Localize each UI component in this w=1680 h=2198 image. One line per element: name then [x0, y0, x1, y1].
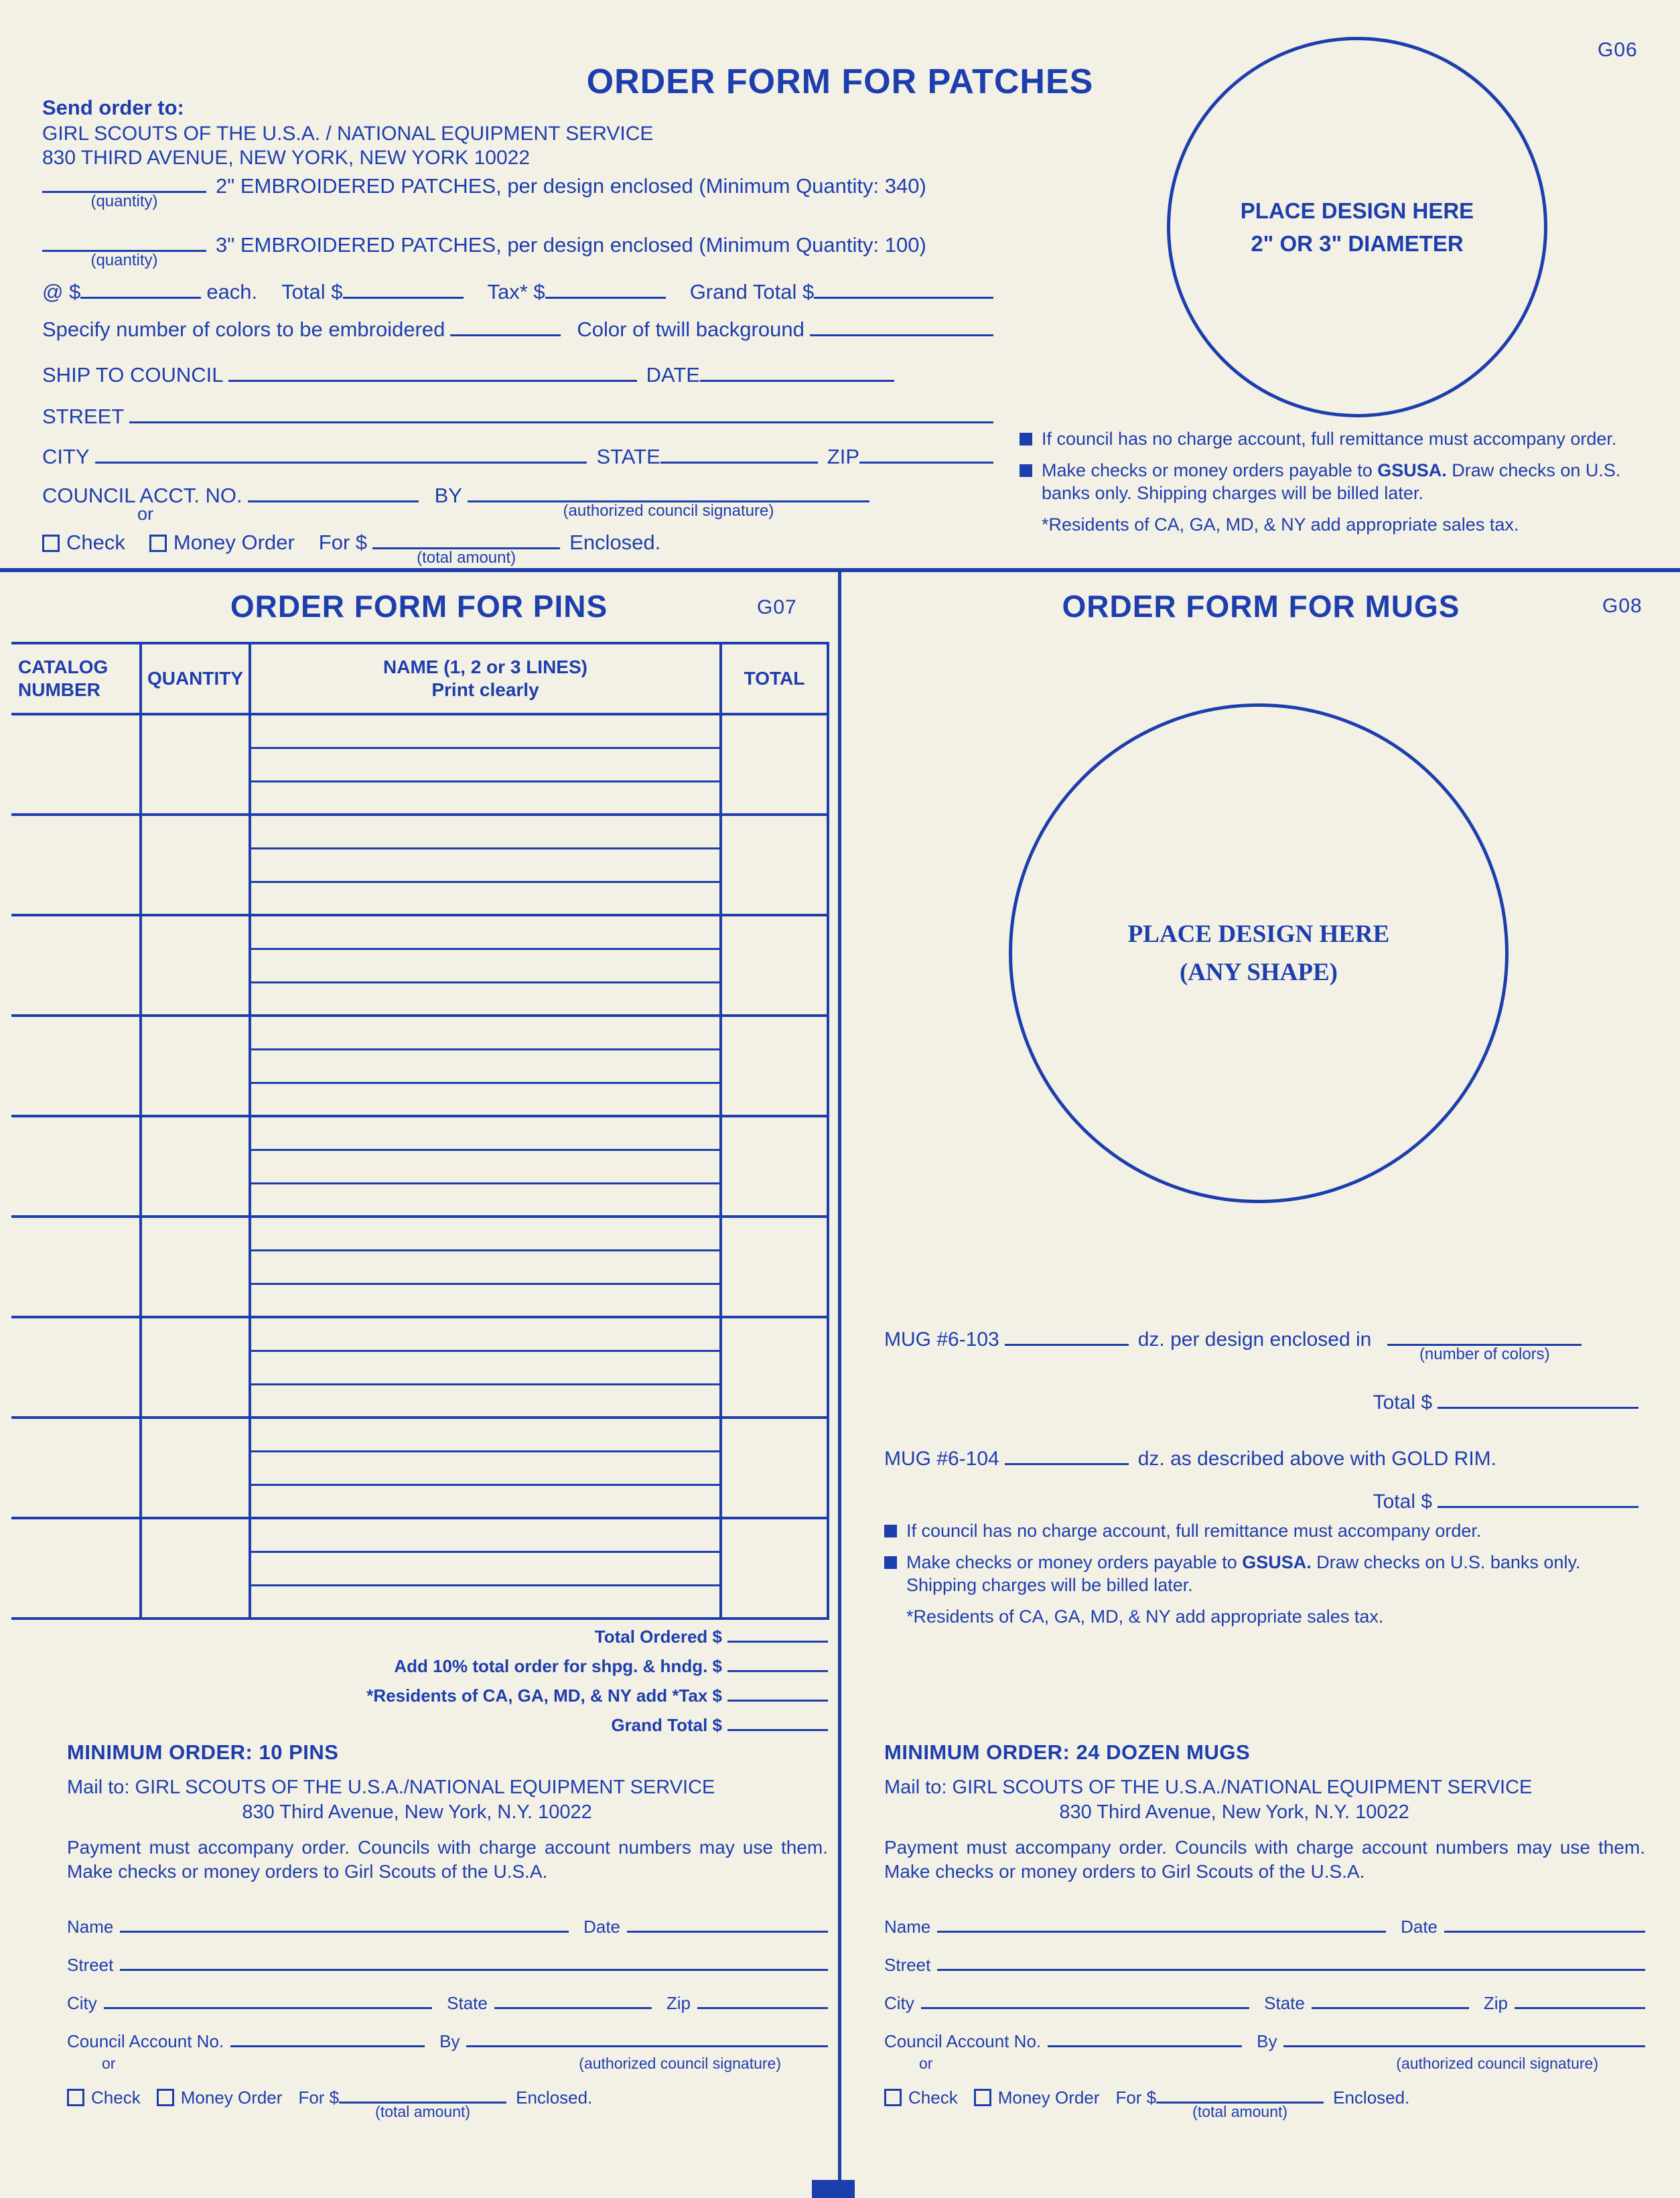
- catalog-number-header: CATALOG NUMBER: [11, 644, 142, 713]
- pin-name-line-field[interactable]: [251, 1419, 719, 1452]
- payment-check-row: Check Money Order For $ (total amount) Enclosed.: [67, 2086, 828, 2120]
- pin-name-line-field[interactable]: [251, 1084, 719, 1117]
- council-row: Council Account No. By: [884, 2031, 1645, 2052]
- number-of-colors-caption: (number of colors): [1419, 1345, 1550, 1363]
- pin-name-line-field[interactable]: [251, 1251, 719, 1285]
- design-circle-line1: PLACE DESIGN HERE: [1127, 920, 1390, 948]
- pins-table-row: [11, 1218, 827, 1318]
- payment-check-row: Check Money Order For $ (total amount) Enclosed.: [884, 2086, 1645, 2120]
- check-checkbox[interactable]: [67, 2089, 84, 2106]
- pin-name-line-field[interactable]: [251, 849, 719, 883]
- note-sales-tax: *Residents of CA, GA, MD, & NY add appropriate sales tax.: [906, 1606, 1384, 1627]
- pins-table-row: [11, 1017, 827, 1117]
- city-field[interactable]: [95, 462, 587, 464]
- mugs-footer: [884, 1777, 1645, 2120]
- pin-name-line-field[interactable]: [251, 715, 719, 749]
- city-field[interactable]: [104, 2007, 432, 2009]
- gsusa-bold: GSUSA.: [1242, 1552, 1312, 1573]
- pins-table-row: [11, 1318, 827, 1419]
- quantity-field[interactable]: [142, 1117, 251, 1215]
- pin-name-line-field[interactable]: [251, 1285, 719, 1318]
- mugs-title: ORDER FORM FOR MUGS: [1062, 589, 1460, 624]
- pins-table: [11, 642, 829, 1620]
- patches-notes: [1020, 427, 1648, 545]
- pins-table-row: [11, 916, 827, 1017]
- mug-104-total-field[interactable]: [1438, 1506, 1638, 1508]
- design-circle-line1: PLACE DESIGN HERE: [1240, 198, 1474, 223]
- catalog-number-field[interactable]: [11, 1218, 142, 1316]
- tax-field[interactable]: [727, 1700, 828, 1702]
- mugs-minimum-order: MINIMUM ORDER: 24 DOZEN MUGS: [884, 1740, 1251, 1764]
- street-row: [42, 405, 993, 429]
- note-payable: Make checks or money orders payable to GSUSA. Draw checks on U.S. banks only. Shipping charges will be billed later.: [1020, 459, 1648, 504]
- council-acct-label: COUNCIL ACCT. NO.: [42, 484, 242, 507]
- council-account-field[interactable]: [230, 2045, 425, 2047]
- pins-table-row: [11, 816, 827, 916]
- quantity-field[interactable]: [142, 1218, 251, 1316]
- mug-103-total-row: Total $: [884, 1391, 1638, 1414]
- pin-name-field[interactable]: [251, 916, 722, 1014]
- patch-3in-row: [42, 233, 926, 269]
- ship-to-council-label: SHIP TO COUNCIL: [42, 363, 224, 387]
- pin-name-line-field[interactable]: [251, 816, 719, 849]
- note-sales-tax: *Residents of CA, GA, MD, & NY add appropriate sales tax.: [1042, 514, 1519, 535]
- check-checkbox[interactable]: [42, 535, 60, 552]
- catalog-number-field[interactable]: [11, 1519, 142, 1617]
- auth-signature-caption: (authorized council signature): [1396, 2054, 1598, 2072]
- pins-minimum-order: MINIMUM ORDER: 10 PINS: [67, 1740, 339, 1764]
- pin-name-field[interactable]: [251, 715, 722, 813]
- price-row: [42, 280, 993, 304]
- by-signature-field[interactable]: [466, 2045, 828, 2047]
- payment-text: Payment must accompany order. Councils with charge account numbers may use them. Make checks or money orders to Girl Scouts of the U.S.A.: [67, 1837, 828, 1882]
- tax-label: Tax* $: [487, 280, 545, 303]
- patch-2in-label: 2" EMBROIDERED PATCHES, per design enclosed (Minimum Quantity: 340): [216, 174, 926, 198]
- quantity-field[interactable]: [142, 916, 251, 1014]
- note-no-charge: If council has no charge account, full remittance must accompany order.: [1020, 427, 1648, 450]
- pin-name-field[interactable]: [251, 1318, 722, 1416]
- council-acct-row: [42, 484, 869, 520]
- street-field[interactable]: [937, 1969, 1645, 1971]
- pin-name-line-field[interactable]: [251, 1519, 719, 1553]
- total-field[interactable]: [343, 297, 464, 299]
- gsusa-bold: GSUSA.: [1377, 460, 1447, 481]
- mugs-notes: [884, 1519, 1645, 1637]
- patch-2in-row: [42, 174, 926, 210]
- name-date-row: Name Date: [884, 1917, 1645, 1937]
- ship-to-row: [42, 363, 894, 387]
- total-amount-caption: (total amount): [375, 2102, 471, 2120]
- pins-table-row: [11, 1419, 827, 1519]
- square-bullet-icon: [884, 1556, 897, 1569]
- pin-name-field[interactable]: [251, 1218, 722, 1316]
- quantity-caption: (quantity): [90, 251, 158, 269]
- total-amount-caption: (total amount): [417, 549, 516, 567]
- quantity-field[interactable]: [142, 1419, 251, 1517]
- row-total-field[interactable]: [722, 1419, 827, 1517]
- total-ordered-field[interactable]: [727, 1641, 828, 1643]
- name-date-row: Name Date: [67, 1917, 828, 1937]
- money-order-checkbox[interactable]: [157, 2089, 174, 2106]
- pin-name-field[interactable]: [251, 1117, 722, 1215]
- pin-name-line-field[interactable]: [251, 782, 719, 816]
- money-order-checkbox[interactable]: [149, 535, 167, 552]
- note-payable: Make checks or money orders payable to GSUSA. Draw checks on U.S. banks only. Shipping charges will be billed later.: [884, 1551, 1645, 1596]
- mug-103-qty-field[interactable]: [1005, 1344, 1129, 1346]
- pin-name-line-field[interactable]: [251, 1318, 719, 1352]
- quantity-field[interactable]: [142, 715, 251, 813]
- pins-table-row: [11, 1117, 827, 1218]
- pin-name-line-field[interactable]: [251, 883, 719, 916]
- pins-table-row: [11, 1519, 827, 1620]
- pin-name-line-field[interactable]: [251, 749, 719, 782]
- name-header: NAME (1, 2 or 3 LINES) Print clearly: [251, 644, 722, 713]
- name-field[interactable]: [937, 1931, 1386, 1933]
- city-row: City State Zip: [67, 1993, 828, 2014]
- date-field[interactable]: [627, 1931, 828, 1933]
- check-checkbox[interactable]: [884, 2089, 902, 2106]
- city-field[interactable]: [921, 2007, 1249, 2009]
- for-label: For $: [318, 531, 368, 554]
- grand-total-row: Grand Total $: [315, 1715, 828, 1736]
- at-label: @ $: [42, 280, 81, 303]
- pin-name-field[interactable]: [251, 1519, 722, 1617]
- city-row: [42, 445, 993, 469]
- patches-form-code: G06: [1598, 39, 1638, 61]
- total-ordered-row: Total Ordered $: [315, 1627, 828, 1647]
- city-row: City State Zip: [884, 1993, 1645, 2014]
- payment-text: Payment must accompany order. Councils with charge account numbers may use them. Make checks or money orders to Girl Scouts of the U.S.A.: [884, 1837, 1645, 1882]
- catalog-number-field[interactable]: [11, 1318, 142, 1416]
- state-field[interactable]: [660, 462, 818, 464]
- price-each-field[interactable]: [80, 297, 201, 299]
- date-label: DATE: [646, 363, 700, 387]
- date-field[interactable]: [1444, 1931, 1645, 1933]
- num-colors-field[interactable]: [450, 334, 561, 336]
- patch-3in-label: 3" EMBROIDERED PATCHES, per design enclosed (Minimum Quantity: 100): [216, 233, 926, 257]
- quantity-field[interactable]: [142, 1318, 251, 1416]
- pins-footer: [67, 1777, 828, 2120]
- council-acct-field[interactable]: [248, 500, 419, 502]
- grand-total-field[interactable]: [727, 1729, 828, 1731]
- pins-title: ORDER FORM FOR PINS: [230, 589, 608, 624]
- or-label: or: [137, 504, 154, 524]
- tax-field[interactable]: [545, 297, 666, 299]
- catalog-number-field[interactable]: [11, 1017, 142, 1115]
- state-label: STATE: [596, 445, 660, 468]
- pin-name-line-field[interactable]: [251, 1117, 719, 1151]
- row-total-field[interactable]: [722, 1218, 827, 1316]
- grand-total-field[interactable]: [814, 297, 993, 299]
- twill-color-field[interactable]: [810, 334, 993, 336]
- pin-name-line-field[interactable]: [251, 1050, 719, 1084]
- council-row: Council Account No. By: [67, 2031, 828, 2052]
- mail-to-address: 830 Third Avenue, New York, N.Y. 10022: [242, 1801, 592, 1823]
- catalog-number-field[interactable]: [11, 816, 142, 914]
- row-total-field[interactable]: [722, 1318, 827, 1416]
- zip-field[interactable]: [859, 462, 993, 464]
- payment-check-row: [42, 531, 660, 567]
- pin-name-field[interactable]: [251, 816, 722, 914]
- row-total-field[interactable]: [722, 916, 827, 1014]
- mug-104-qty-field[interactable]: [1005, 1463, 1129, 1465]
- quantity-caption: (quantity): [90, 192, 158, 210]
- row-total-field[interactable]: [722, 816, 827, 914]
- grand-total-label: Grand Total $: [689, 280, 815, 303]
- zip-label: ZIP: [827, 445, 859, 468]
- pins-totals: [315, 1627, 828, 1744]
- send-order-to-block: [42, 95, 653, 171]
- quantity-field[interactable]: [142, 816, 251, 914]
- pin-name-line-field[interactable]: [251, 1184, 719, 1218]
- mail-to-line: Mail to: GIRL SCOUTS OF THE U.S.A./NATIONAL EQUIPMENT SERVICE: [67, 1777, 715, 1798]
- money-order-checkbox[interactable]: [974, 2089, 991, 2106]
- each-label: each.: [206, 280, 258, 303]
- total-label: Total $: [281, 280, 343, 303]
- catalog-number-field[interactable]: [11, 1419, 142, 1517]
- row-total-field[interactable]: [722, 1519, 827, 1617]
- org-address: 830 THIRD AVENUE, NEW YORK, NEW YORK 10022: [42, 147, 531, 169]
- quantity-field[interactable]: [142, 1519, 251, 1617]
- or-signature-row: or (authorized council signature): [102, 2054, 781, 2072]
- mug-103-total-field[interactable]: [1438, 1407, 1638, 1409]
- mug-order-lines: [884, 1328, 1645, 1513]
- pin-name-line-field[interactable]: [251, 1553, 719, 1586]
- row-total-field[interactable]: [722, 1117, 827, 1215]
- state-field[interactable]: [494, 2007, 652, 2009]
- pins-table-body: [11, 715, 827, 1620]
- date-field[interactable]: [700, 380, 894, 382]
- name-field[interactable]: [120, 1931, 569, 1933]
- scan-artifact: [812, 2180, 855, 2198]
- pin-name-line-field[interactable]: [251, 1385, 719, 1419]
- by-signature-field[interactable]: [1283, 2045, 1645, 2047]
- catalog-number-field[interactable]: [11, 715, 142, 813]
- specify-colors-label: Specify number of colors to be embroidered: [42, 318, 445, 341]
- state-field[interactable]: [1312, 2007, 1469, 2009]
- pin-name-line-field[interactable]: [251, 1218, 719, 1251]
- city-label: CITY: [42, 445, 90, 468]
- mail-to-address: 830 Third Avenue, New York, N.Y. 10022: [1059, 1801, 1409, 1823]
- square-bullet-icon: [884, 1525, 897, 1537]
- mug-104-total-row: Total $: [884, 1491, 1638, 1513]
- note-no-charge: If council has no charge account, full remittance must accompany order.: [884, 1519, 1645, 1542]
- money-order-label: Money Order: [173, 531, 295, 554]
- square-bullet-icon: [1020, 433, 1032, 445]
- tax-row: *Residents of CA, GA, MD, & NY add *Tax $: [315, 1686, 828, 1706]
- street-row: Street: [884, 1955, 1645, 1976]
- street-row: Street: [67, 1955, 828, 1976]
- pin-name-line-field[interactable]: [251, 916, 719, 950]
- pin-name-line-field[interactable]: [251, 1486, 719, 1519]
- pins-form-code: G07: [757, 596, 797, 618]
- shipping-row: Add 10% total order for shpg. & hndg. $: [315, 1656, 828, 1677]
- pin-name-line-field[interactable]: [251, 983, 719, 1017]
- auth-signature-caption: (authorized council signature): [579, 2054, 781, 2072]
- design-circle-line2: (ANY SHAPE): [1179, 959, 1338, 986]
- colors-row: [42, 318, 993, 342]
- street-label: STREET: [42, 405, 125, 428]
- pin-name-line-field[interactable]: [251, 1452, 719, 1486]
- shipping-field[interactable]: [727, 1670, 828, 1672]
- row-total-field[interactable]: [722, 715, 827, 813]
- auth-signature-caption: (authorized council signature): [563, 502, 774, 520]
- zip-field[interactable]: [697, 2007, 828, 2009]
- square-bullet-icon: [1020, 464, 1032, 477]
- pin-name-line-field[interactable]: [251, 1151, 719, 1184]
- pin-name-field[interactable]: [251, 1017, 722, 1115]
- vertical-divider: [838, 572, 841, 2198]
- council-account-field[interactable]: [1048, 2045, 1242, 2047]
- or-signature-row: or (authorized council signature): [919, 2054, 1598, 2072]
- mugs-design-circle[interactable]: [1009, 703, 1509, 1203]
- pin-name-line-field[interactable]: [251, 1017, 719, 1050]
- total-header: TOTAL: [744, 668, 805, 689]
- by-label: BY: [434, 484, 462, 507]
- catalog-number-field[interactable]: [11, 916, 142, 1014]
- send-order-to-label: Send order to:: [42, 96, 184, 119]
- zip-field[interactable]: [1515, 2007, 1645, 2009]
- pin-name-line-field[interactable]: [251, 950, 719, 983]
- row-total-field[interactable]: [722, 1017, 827, 1115]
- pin-name-line-field[interactable]: [251, 1352, 719, 1385]
- quantity-field[interactable]: [142, 1017, 251, 1115]
- ship-to-council-field[interactable]: [228, 380, 636, 382]
- street-field[interactable]: [129, 421, 993, 423]
- mug-103-row: MUG #6-103 dz. per design enclosed in (number of colors): [884, 1328, 1645, 1363]
- catalog-number-field[interactable]: [11, 1117, 142, 1215]
- mail-to-line: Mail to: GIRL SCOUTS OF THE U.S.A./NATIONAL EQUIPMENT SERVICE: [884, 1777, 1533, 1798]
- twill-label: Color of twill background: [577, 318, 804, 341]
- total-amount-caption: (total amount): [1192, 2102, 1288, 2120]
- street-field[interactable]: [120, 1969, 828, 1971]
- pin-name-field[interactable]: [251, 1419, 722, 1517]
- pins-table-row: [11, 715, 827, 816]
- patches-design-circle[interactable]: [1167, 37, 1547, 417]
- quantity-header: QUANTITY: [142, 644, 251, 713]
- enclosed-label: Enclosed.: [569, 531, 661, 554]
- pins-table-header: [11, 644, 827, 715]
- patches-title: ORDER FORM FOR PATCHES: [586, 62, 1094, 101]
- check-label: Check: [66, 531, 125, 554]
- mug-104-row: MUG #6-104 dz. as described above with GOLD RIM.: [884, 1448, 1496, 1470]
- design-circle-line2: 2" OR 3" DIAMETER: [1251, 231, 1464, 256]
- mugs-form-code: G08: [1602, 595, 1642, 617]
- org-name: GIRL SCOUTS OF THE U.S.A. / NATIONAL EQUIPMENT SERVICE: [42, 122, 654, 145]
- pin-name-line-field[interactable]: [251, 1586, 719, 1620]
